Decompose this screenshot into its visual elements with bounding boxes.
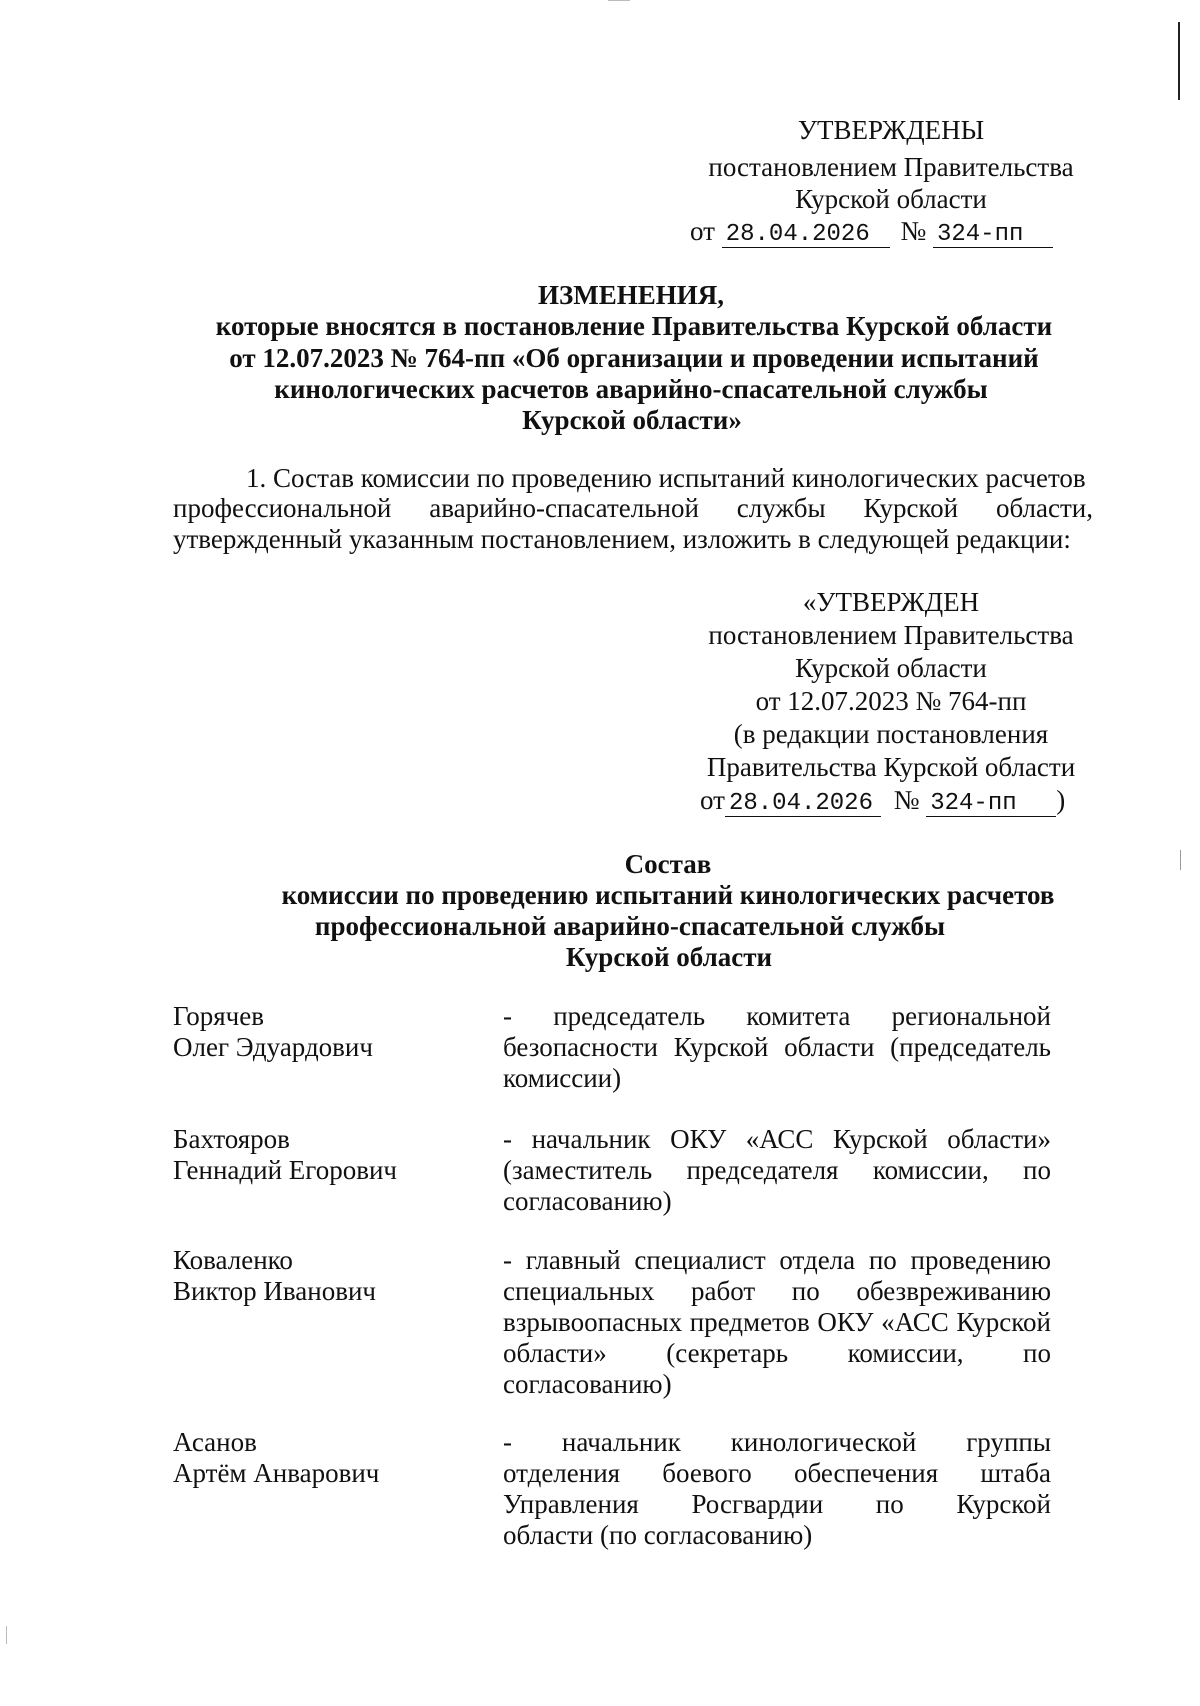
approval2-line-1: постановлением Правительства [708, 620, 1074, 650]
approval2-date-prefix: от [700, 785, 725, 815]
member-role-line: безопасности Курской области (председатель [503, 1032, 1051, 1062]
member-role-line: - председатель комитета региональной [503, 1001, 1051, 1031]
title-line-3: от 12.07.2023 № 764-пп «Об организации и проведении испытаний [229, 343, 1039, 373]
approval-number: 324-пп [933, 223, 1053, 248]
scan-mark-left [6, 1626, 7, 1644]
approval-heading: УТВЕРЖДЕНЫ [797, 115, 985, 145]
scan-edge-right-lower [1180, 850, 1181, 870]
member-role-line: согласованию) [503, 1186, 672, 1216]
member-surname: Асанов [173, 1427, 257, 1457]
paragraph-line-3: утвержденный указанным постановлением, изложить в следующей редакции: [173, 524, 1071, 554]
member-name: Геннадий Егорович [173, 1155, 397, 1185]
member-role-line: - начальник ОКУ «АСС Курской области» [503, 1124, 1051, 1154]
title-line-5: Курской области» [522, 405, 742, 435]
approval-line-2: Курской области [795, 184, 987, 214]
title-line-4: кинологических расчетов аварийно-спасательной службы [274, 374, 988, 404]
member-role-line: - начальник кинологической группы [503, 1427, 1051, 1457]
composition-line-4: Курской области [565, 942, 773, 972]
member-name: Олег Эдуардович [173, 1032, 373, 1062]
member-role-line: взрывоопасных предметов ОКУ «АСС Курской [503, 1307, 1051, 1337]
member-surname: Коваленко [173, 1245, 293, 1275]
member-role-line: согласованию) [503, 1369, 672, 1399]
member-role-line: области (по согласованию) [503, 1520, 813, 1550]
title-line-2: которые вносятся в постановление Правительства Курской области [215, 311, 1053, 341]
approval2-line-4: (в редакции постановления [733, 719, 1049, 749]
approval-date-line [690, 216, 1053, 248]
approval2-line-2: Курской области [795, 653, 987, 683]
member-name: Артём Анварович [173, 1458, 380, 1488]
composition-line-1: Состав [624, 849, 712, 879]
title-line-1: ИЗМЕНЕНИЯ, [537, 280, 725, 310]
approval2-number-prefix: № [893, 785, 920, 815]
member-name: Виктор Иванович [173, 1276, 377, 1306]
approval2-line-3: от 12.07.2023 № 764-пп [755, 686, 1027, 716]
member-surname: Горячев [173, 1001, 264, 1031]
approval-line-1: постановлением Правительства [708, 152, 1074, 182]
paragraph-line-2: профессиональной аварийно-спасательной службы Курской области, [173, 493, 1093, 523]
member-role-line: комиссии) [503, 1063, 622, 1093]
composition-line-2: комиссии по проведению испытаний кинологических расчетов [281, 880, 1055, 910]
member-role-line: - главный специалист отдела по проведению [503, 1245, 1051, 1275]
composition-line-3: профессиональной аварийно-спасательной службы [314, 911, 946, 941]
member-role-line: специальных работ по обезвреживанию [503, 1276, 1051, 1306]
scan-mark-top [608, 0, 630, 1]
member-role-line: Управления Росгвардии по Курской [503, 1489, 1051, 1519]
member-surname: Бахтояров [173, 1124, 290, 1154]
approval2-line-5: Правительства Курской области [706, 752, 1076, 782]
approval2-number: 324-пп [926, 792, 1056, 817]
approval2-date-line [700, 785, 1065, 817]
approval-date-prefix: от [690, 216, 715, 246]
approval2-date: 28.04.2026 [725, 792, 881, 817]
member-role-line: (заместитель председателя комиссии, по [503, 1155, 1051, 1185]
approval-number-prefix: № [900, 216, 927, 246]
paragraph-line-1: 1. Состав комиссии по проведению испытаний кинологических расчетов [246, 463, 1086, 493]
scan-edge-right [1178, 22, 1180, 100]
approval2-heading: «УТВЕРЖДЕН [802, 587, 980, 617]
member-role-line: области» (секретарь комиссии, по [503, 1338, 1051, 1368]
member-role-line: отделения боевого обеспечения штаба [503, 1458, 1051, 1488]
approval-date: 28.04.2026 [722, 223, 890, 248]
approval2-close-paren: ) [1056, 785, 1066, 815]
